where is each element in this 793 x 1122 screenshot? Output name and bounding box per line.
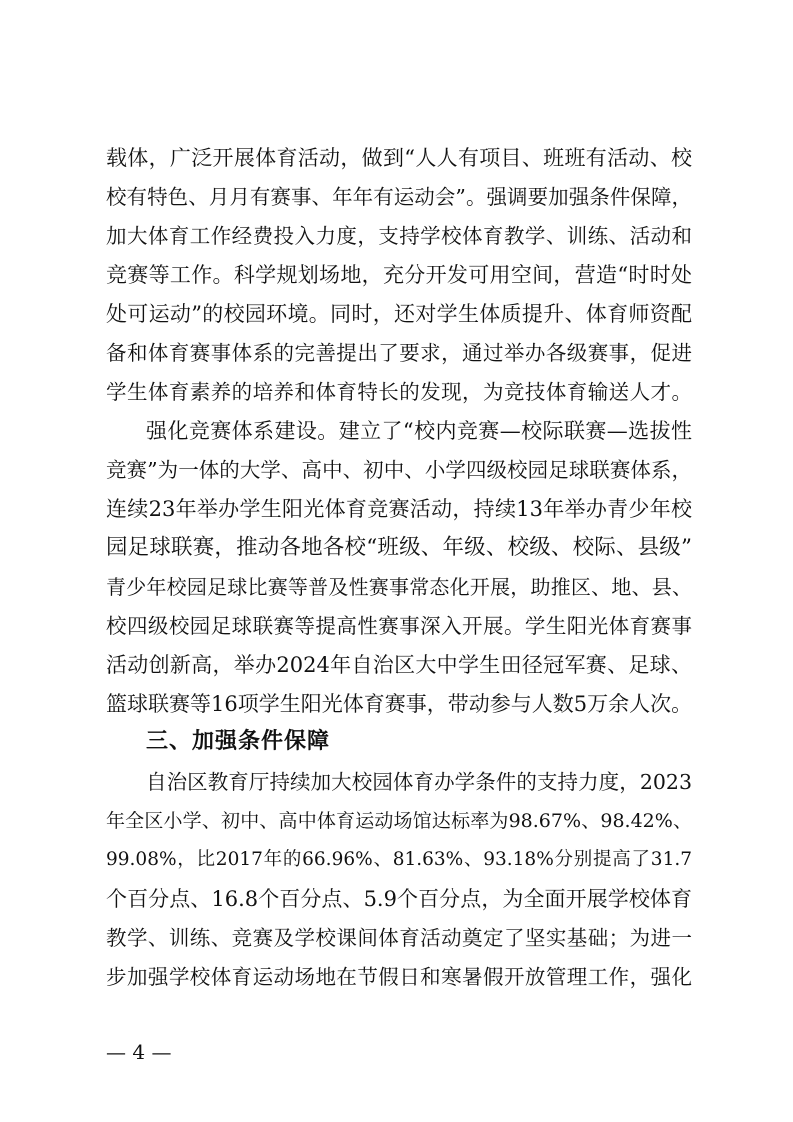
page-number: — 4 — [106,1040,172,1064]
body-text-line: 竞赛”为一体的大学、高中、初中、小学四级校园足球联赛体系， [106,458,692,482]
body-text-line: 99.08%，比2017年的66.96%、81.63%、93.18%分别提高了31.7 [106,849,692,870]
paragraph-first-line: 强化竞赛体系建设。建立了“校内竞赛—校际联赛—选拔性 [146,419,692,443]
body-text-line: 学生体育素养的培养和体育特长的发现，为竞技体育输送人才。 [106,380,692,404]
body-text-line: 连续23年举办学生阳光体育竞赛活动，持续13年举办青少年校 [106,497,692,521]
body-text-line: 篮球联赛等16项学生阳光体育赛事，带动参与人数5万余人次。 [106,692,693,716]
body-text-line: 教学、训练、竞赛及学校课间体育活动奠定了坚实基础；为进一 [106,926,692,950]
body-text-line: 活动创新高，举办2024年自治区大中学生田径冠军赛、足球、 [106,653,692,677]
body-text-line: 个百分点、16.8个百分点、5.9个百分点，为全面开展学校体育 [106,887,692,911]
body-text-line: 年全区小学、初中、高中体育运动场馆达标率为98.67%、98.42%、 [106,810,692,832]
body-text-line: 校有特色、月月有赛事、年年有运动会”。强调要加强条件保障， [106,185,692,209]
body-text-line: 处可运动”的校园环境。同时，还对学生体质提升、体育师资配 [106,302,692,326]
body-text-line: 加大体育工作经费投入力度，支持学校体育教学、训练、活动和 [106,224,692,248]
paragraph-first-line: 自治区教育厅持续加大校园体育办学条件的支持力度，2023 [146,770,692,794]
body-text-line: 步加强学校体育运动场地在节假日和寒暑假开放管理工作，强化 [106,965,692,989]
body-text-line: 青少年校园足球比赛等普及性赛事常态化开展，助推区、地、县、 [106,575,692,599]
body-text-line: 校四级校园足球联赛等提高性赛事深入开展。学生阳光体育赛事 [106,614,692,638]
body-text-line: 载体，广泛开展体育活动，做到“人人有项目、班班有活动、校 [106,146,692,170]
body-text-line: 竞赛等工作。科学规划场地，充分开发可用空间，营造“时时处 [106,263,692,287]
body-text-line: 备和体育赛事体系的完善提出了要求，通过举办各级赛事，促进 [106,341,692,365]
section-heading: 三、加强条件保障 [146,729,331,754]
body-text-line: 园足球联赛，推动各地各校“班级、年级、校级、校际、县级” [106,535,692,560]
